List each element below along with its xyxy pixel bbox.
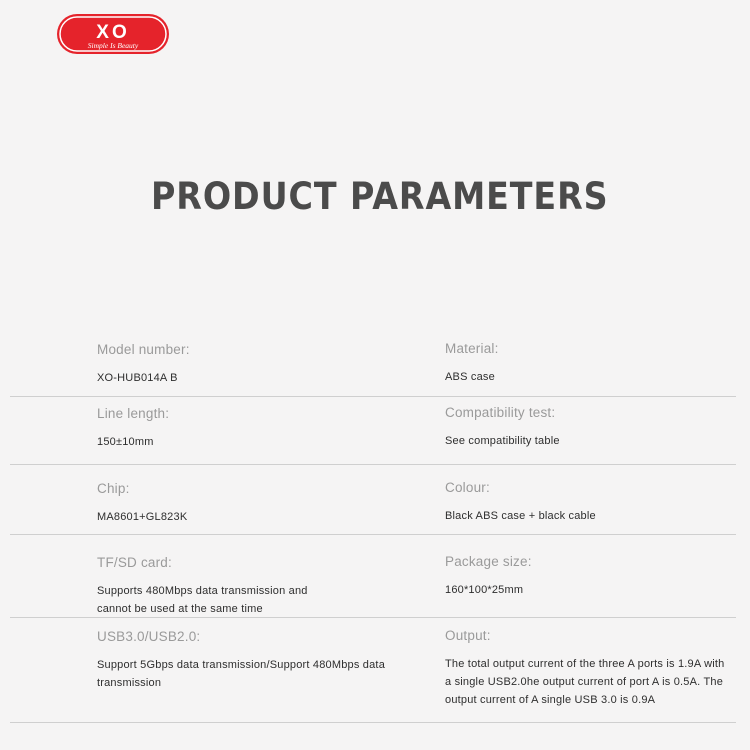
param-label: Model number:	[97, 342, 190, 357]
param-output	[445, 628, 735, 709]
logo-text: XO	[96, 22, 130, 43]
param-label: Colour:	[445, 480, 490, 495]
param-material	[445, 341, 735, 386]
brand-logo	[56, 13, 170, 55]
param-value: 150±10mm	[97, 436, 154, 448]
row-divider	[10, 464, 736, 465]
param-value: Support 5Gbps data transmission/Support 480Mbps data transmission	[97, 659, 386, 689]
param-label: Line length:	[97, 406, 170, 421]
logo-tagline: Simple Is Beauty	[87, 41, 139, 50]
param-value: Black ABS case + black cable	[445, 510, 596, 522]
param-value: 160*100*25mm	[445, 584, 524, 596]
xo-logo-icon	[56, 13, 170, 55]
row-divider	[10, 722, 736, 723]
param-label: Compatibility test:	[445, 405, 556, 420]
param-label: Package size:	[445, 554, 532, 569]
param-value: The total output current of the three A ports is 1.9A with a single USB2.0he output current of port A is 0.5A. The output current of A single USB 3.0 is 0.9A	[445, 658, 725, 706]
param-chip	[97, 481, 397, 526]
param-usb	[97, 629, 397, 692]
row-divider	[10, 396, 736, 397]
param-model-number	[97, 342, 397, 387]
param-value: Supports 480Mbps data transmission and cannot be used at the same time	[97, 585, 308, 615]
param-compatibility-test	[445, 405, 735, 450]
param-value: See compatibility table	[445, 435, 560, 447]
param-label: TF/SD card:	[97, 555, 172, 570]
param-line-length	[97, 406, 397, 451]
param-label: USB3.0/USB2.0:	[97, 629, 201, 644]
param-value: XO-HUB014A B	[97, 372, 178, 384]
row-divider	[10, 617, 736, 618]
param-value: MA8601+GL823K	[97, 511, 188, 523]
row-divider	[10, 534, 736, 535]
param-label: Output:	[445, 628, 491, 643]
page-title: PRODUCT PARAMETERS	[151, 175, 609, 218]
param-tf-sd-card	[97, 555, 397, 618]
param-label: Material:	[445, 341, 499, 356]
param-package-size	[445, 554, 735, 599]
param-colour	[445, 480, 735, 525]
param-value: ABS case	[445, 371, 495, 383]
param-label: Chip:	[97, 481, 130, 496]
